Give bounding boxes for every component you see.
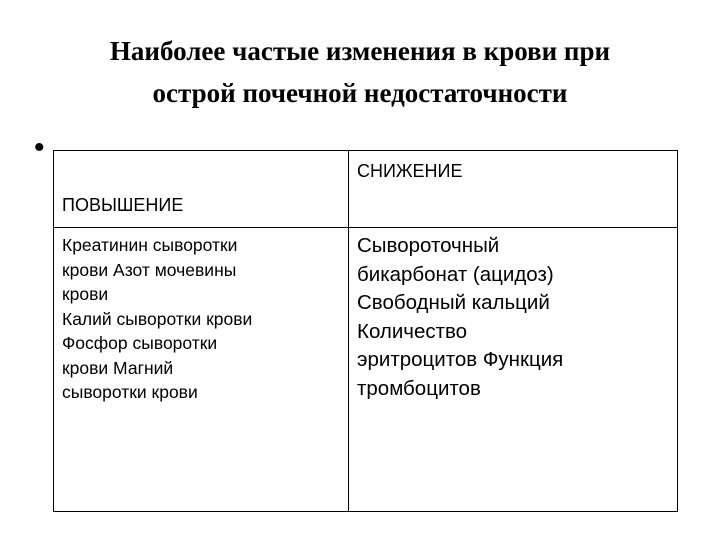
slide-title-line-2: острой почечной недостаточности	[152, 78, 568, 108]
decrease-list	[349, 228, 677, 403]
increase-line: Креатинин сыворотки	[62, 235, 238, 255]
increase-line: сыворотки крови	[62, 382, 198, 402]
slide-title	[20, 30, 700, 114]
decrease-line: Количество	[357, 319, 468, 343]
decrease-line: Свободный кальций	[357, 291, 550, 314]
table-body-row	[54, 228, 678, 512]
blood-changes-table	[53, 150, 678, 512]
decrease-line: тромбоцитов	[357, 376, 481, 400]
slide-title-line-1: Наиболее частые изменения в крови при	[109, 36, 611, 66]
decrease-cell	[349, 228, 678, 512]
decrease-line: эритроцитов Функция	[357, 348, 564, 371]
increase-line: крови	[62, 284, 109, 304]
increase-list	[54, 228, 348, 405]
increase-line: крови Магний	[62, 357, 174, 378]
header-decrease-cell	[349, 151, 678, 228]
increase-line: крови Азот мочевины	[62, 259, 237, 280]
increase-line: Фосфор сыворотки	[62, 333, 218, 353]
header-increase-cell	[54, 151, 349, 228]
table-header-row	[54, 151, 678, 228]
decrease-line: бикарбонат (ацидоз)	[357, 262, 554, 286]
increase-line: Калий сыворотки крови	[62, 308, 253, 329]
header-increase-label: ПОВЫШЕНИЕ	[62, 195, 184, 215]
bullet-point: •	[34, 131, 45, 164]
header-decrease-label: СНИЖЕНИЕ	[357, 161, 463, 181]
increase-cell	[54, 228, 349, 512]
decrease-line: Сывороточный	[357, 234, 500, 257]
